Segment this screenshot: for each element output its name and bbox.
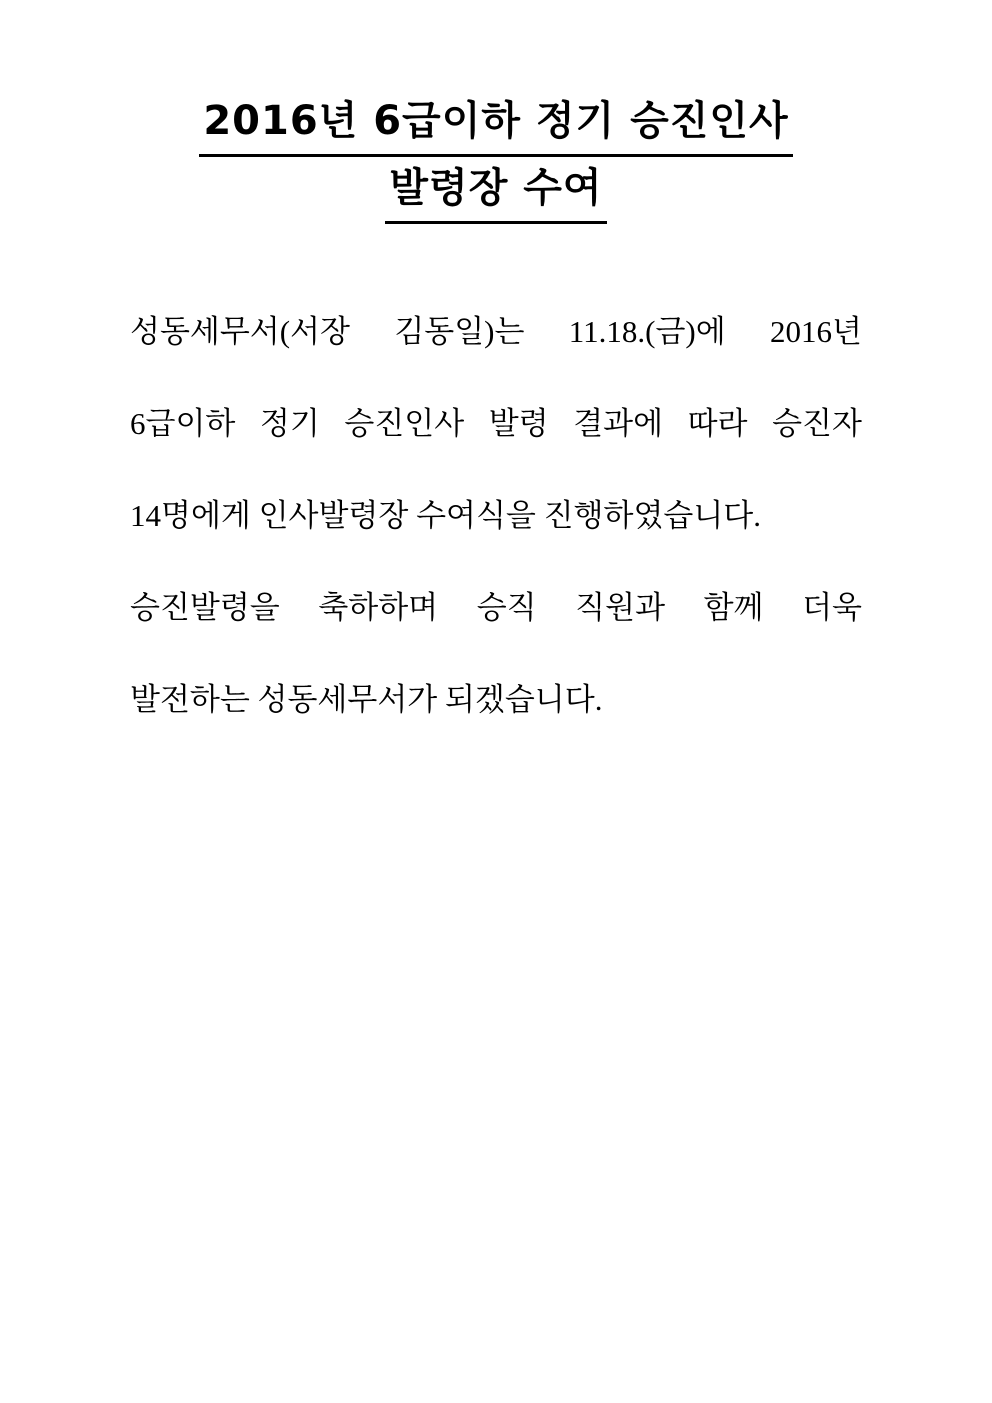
page-title-text-1: 2016년 6급이하 정기 승진인사 (199, 90, 792, 157)
text-segment: 발령 (488, 406, 549, 441)
text-segment: 승진자 (772, 406, 862, 441)
paragraph-2-line-2: 발전하는 성동세무서가 되겠습니다. (130, 682, 603, 717)
page-title (130, 90, 862, 224)
page-title-line-1 (130, 90, 862, 157)
page-title-text-2: 발령장 수여 (385, 157, 606, 224)
paragraph-1-line-2 (130, 408, 862, 500)
paragraph-1-line-3: 14명에게 인사발령장 수여식을 진행하였습니다. (130, 498, 761, 533)
text-segment: 승진인사 (344, 406, 465, 441)
page-title-line-2 (130, 157, 862, 224)
paragraph-1-line-1 (130, 316, 862, 408)
text-segment: 11.18.(금)에 (568, 314, 726, 349)
text-segment: 결과에 (573, 406, 664, 441)
text-segment: 함께 (703, 590, 764, 625)
text-segment: 승직 (476, 590, 537, 625)
text-segment: 6급이하 (130, 406, 236, 441)
text-segment: 2016년 (770, 314, 862, 349)
text-segment: 성동세무서(서장 (130, 314, 350, 349)
text-segment: 김동일)는 (394, 314, 525, 349)
paragraph-2-line-1 (130, 592, 862, 684)
text-segment: 직원과 (575, 590, 666, 625)
text-segment: 따라 (687, 406, 748, 441)
paragraph-1 (130, 316, 862, 592)
text-segment: 축하하며 (318, 590, 439, 625)
document-body (130, 316, 862, 776)
text-segment: 더욱 (802, 590, 862, 625)
paragraph-2 (130, 592, 862, 776)
text-segment: 승진발령을 (130, 590, 280, 625)
text-segment: 정기 (259, 406, 320, 441)
